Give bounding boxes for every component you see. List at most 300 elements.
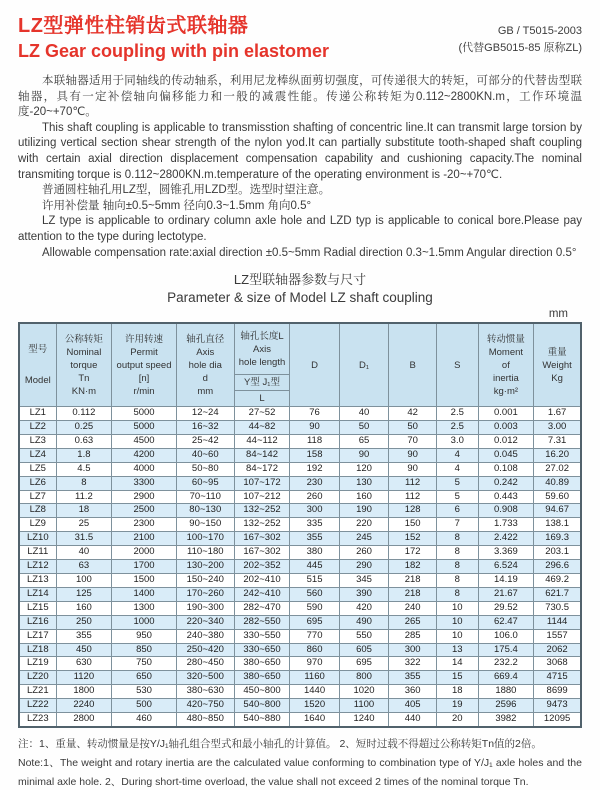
table-cell: 125 <box>56 587 112 601</box>
table-cell: 770 <box>290 629 339 643</box>
col-header-B: B <box>389 323 437 407</box>
table-cell: 450~800 <box>234 685 290 699</box>
table-cell: 27~52 <box>234 407 290 421</box>
table-cell: 203.1 <box>534 546 581 560</box>
table-row <box>19 629 581 643</box>
table-cell: 2300 <box>112 518 177 532</box>
table-cell: 4000 <box>112 462 177 476</box>
table-cell: 21.67 <box>478 587 534 601</box>
table-cell: 76 <box>290 407 339 421</box>
table-cell: 282~550 <box>234 615 290 629</box>
col-header-D1: D₁ <box>339 323 388 407</box>
col-header-permit-speed <box>112 323 177 407</box>
table-cell: 550 <box>339 629 388 643</box>
table-cell: 232.2 <box>478 657 534 671</box>
intro-paragraph-cn: 本联轴器适用于同轴线的传动轴系，利用尼龙棒纵面剪切强度，可传递很大的转矩，可部分的代替齿型联轴器，具有一定补偿轴向偏移能力和一般的减震性能。传递公称转矩为0.112~2800KN.m，工作环境温度-20~+70℃。 <box>18 75 582 119</box>
table-row <box>19 476 581 490</box>
table-row <box>19 532 581 546</box>
type-note-cn: 普通圆柱轴孔用LZ型，圆锥孔用LZD型。选型时望注意。 <box>42 184 331 197</box>
table-cell: 190~300 <box>176 601 234 615</box>
table-cell: 50 <box>389 421 437 435</box>
table-cell: 1640 <box>290 713 339 727</box>
table-cell: 0.045 <box>478 448 534 462</box>
table-cell: 1800 <box>56 685 112 699</box>
table-cell: 540~800 <box>234 699 290 713</box>
table-cell: 169.3 <box>534 532 581 546</box>
table-cell: 218 <box>389 587 437 601</box>
table-cell: 4 <box>437 448 479 462</box>
table-cell: 150 <box>389 518 437 532</box>
table-cell: 7.31 <box>534 434 581 448</box>
table-cell: 1557 <box>534 629 581 643</box>
table-cell: 1144 <box>534 615 581 629</box>
table-cell: LZ16 <box>19 615 56 629</box>
table-cell: LZ15 <box>19 601 56 615</box>
table-cell: LZ2 <box>19 421 56 435</box>
table-cell: 2.422 <box>478 532 534 546</box>
table-cell: LZ3 <box>19 434 56 448</box>
table-cell: 605 <box>339 643 388 657</box>
table-cell: 1020 <box>339 685 388 699</box>
table-cell: 560 <box>290 587 339 601</box>
table-cell: 1100 <box>339 699 388 713</box>
table-cell: 202~352 <box>234 560 290 574</box>
table-row <box>19 504 581 518</box>
table-header-row <box>19 323 581 407</box>
table-cell: 170~260 <box>176 587 234 601</box>
table-cell: 0.001 <box>478 407 534 421</box>
table-cell: 860 <box>290 643 339 657</box>
header-symbol: [n] <box>138 372 150 384</box>
table-cell: 250~420 <box>176 643 234 657</box>
table-cell: 84~172 <box>234 462 290 476</box>
table-cell: 40 <box>56 546 112 560</box>
table-cell: LZ21 <box>19 685 56 699</box>
table-cell: 182 <box>389 560 437 574</box>
header-label: Model <box>24 375 51 387</box>
table-cell: 8 <box>437 532 479 546</box>
table-cell: 112 <box>389 490 437 504</box>
table-cell: 167~302 <box>234 532 290 546</box>
table-cell: LZ22 <box>19 699 56 713</box>
table-cell: 62.47 <box>478 615 534 629</box>
table-row <box>19 574 581 588</box>
table-cell: 6.524 <box>478 560 534 574</box>
table-cell: 138.1 <box>534 518 581 532</box>
table-cell: LZ6 <box>19 476 56 490</box>
table-cell: 1000 <box>112 615 177 629</box>
table-cell: 240 <box>389 601 437 615</box>
table-cell: LZ10 <box>19 532 56 546</box>
table-cell: 110~180 <box>176 546 234 560</box>
table-row <box>19 560 581 574</box>
table-cell: 2000 <box>112 546 177 560</box>
table-cell: 29.52 <box>478 601 534 615</box>
table-cell: 265 <box>389 615 437 629</box>
table-cell: LZ17 <box>19 629 56 643</box>
note-cn: 注：1、重量、转动惯量是按Y/J₁轴孔组合型式和最小轴孔的计算值。 2、短时过载不得超过公称转矩Tn值的2倍。 <box>18 737 542 750</box>
header-label: output speed <box>116 359 172 371</box>
table-cell: 380~650 <box>234 657 290 671</box>
table-cell: 630 <box>56 657 112 671</box>
header-label: Permit <box>130 346 158 358</box>
table-cell: 20 <box>437 713 479 727</box>
table-cell: 118 <box>290 434 339 448</box>
table-cell: 345 <box>339 574 388 588</box>
table-cell: 90 <box>389 448 437 462</box>
table-cell: LZ9 <box>19 518 56 532</box>
table-cell: LZ19 <box>19 657 56 671</box>
table-cell: 390 <box>339 587 388 601</box>
table-cell: 12~24 <box>176 407 234 421</box>
title-block <box>18 14 329 63</box>
table-cell: 380~650 <box>234 671 290 685</box>
table-cell: 245 <box>339 532 388 546</box>
table-cell: 5 <box>437 476 479 490</box>
table-cell: 172 <box>389 546 437 560</box>
table-row <box>19 421 581 435</box>
table-cell: 160 <box>339 490 388 504</box>
table-cell: 4500 <box>112 434 177 448</box>
table-cell: 5000 <box>112 407 177 421</box>
header-subrow-L: L <box>235 390 290 406</box>
table-cell: 460 <box>112 713 177 727</box>
table-cell: 1.67 <box>534 407 581 421</box>
table-cell: 380 <box>290 546 339 560</box>
table-cell: 469.2 <box>534 574 581 588</box>
col-header-S: S <box>437 323 479 407</box>
table-cell: 242~410 <box>234 587 290 601</box>
table-cell: 150~240 <box>176 574 234 588</box>
table-cell: LZ8 <box>19 504 56 518</box>
note-en: Note:1、The weight and rotary inertia are the calculated value conforming to combination type of Y/J₁ axle holes and the minimal axle hole. 2、During short-time overload, the value shall not exceed 2 times of the nominal torque Tn. <box>18 756 582 788</box>
table-row <box>19 657 581 671</box>
table-cell: 420~750 <box>176 699 234 713</box>
table-cell: LZ13 <box>19 574 56 588</box>
table-cell: 2500 <box>112 504 177 518</box>
table-cell: 18 <box>56 504 112 518</box>
table-cell: 14.19 <box>478 574 534 588</box>
table-cell: 130~200 <box>176 560 234 574</box>
table-cell: 12095 <box>534 713 581 727</box>
table-cell: 8 <box>437 560 479 574</box>
table-row <box>19 462 581 476</box>
table-row <box>19 518 581 532</box>
table-cell: 130 <box>339 476 388 490</box>
table-cell: 3068 <box>534 657 581 671</box>
table-cell: 60~95 <box>176 476 234 490</box>
table-cell: 8 <box>437 574 479 588</box>
table-cell: 2.5 <box>437 421 479 435</box>
table-head <box>19 323 581 407</box>
table-cell: 192 <box>290 462 339 476</box>
table-cell: 2596 <box>478 699 534 713</box>
table-cell: 280~450 <box>176 657 234 671</box>
table-cell: 695 <box>339 657 388 671</box>
table-cell: 450 <box>56 643 112 657</box>
table-cell: 1160 <box>290 671 339 685</box>
table-cell: 621.7 <box>534 587 581 601</box>
header-label: hole length <box>238 356 286 368</box>
table-cell: 290 <box>339 560 388 574</box>
table-cell: 1400 <box>112 587 177 601</box>
table-cell: 218 <box>389 574 437 588</box>
table-cell: 355 <box>389 671 437 685</box>
table-cell: 800 <box>339 671 388 685</box>
table-cell: 4.5 <box>56 462 112 476</box>
table-cell: 2800 <box>56 713 112 727</box>
table-row <box>19 490 581 504</box>
header-label: 公称转矩 <box>64 333 103 345</box>
table-cell: 1.8 <box>56 448 112 462</box>
header-subrow-hole-types: Y型 J₁型 <box>235 374 290 390</box>
table-cell: 25~42 <box>176 434 234 448</box>
compensation-note-en: Allowable compensation rate:axial direction ±0.5~5mm Radial direction 0.3~1.5mm Angular direction 0.5° <box>42 246 577 259</box>
table-cell: 90 <box>290 421 339 435</box>
table-cell: 59.60 <box>534 490 581 504</box>
table-cell: 1500 <box>112 574 177 588</box>
table-cell: 90 <box>389 462 437 476</box>
table-cell: 1.733 <box>478 518 534 532</box>
table-cell: 1120 <box>56 671 112 685</box>
table-cell: 13 <box>437 643 479 657</box>
table-cell: 6 <box>437 504 479 518</box>
table-cell: LZ23 <box>19 713 56 727</box>
table-cell: 240~380 <box>176 629 234 643</box>
table-cell: 90 <box>339 448 388 462</box>
header-label: inertia <box>492 372 519 384</box>
table-row <box>19 546 581 560</box>
standard-code: GB / T5015-2003 <box>497 25 582 37</box>
header-label: Nominal <box>66 346 102 358</box>
table-cell: 16~32 <box>176 421 234 435</box>
table-row <box>19 434 581 448</box>
header-label: 重量 <box>547 346 567 358</box>
table-cell: 158 <box>290 448 339 462</box>
table-cell: 120 <box>339 462 388 476</box>
table-cell: 650 <box>112 671 177 685</box>
table-cell: 190 <box>339 504 388 518</box>
table-cell: 335 <box>290 518 339 532</box>
table-cell: 0.908 <box>478 504 534 518</box>
table-cell: 4715 <box>534 671 581 685</box>
header-unit: KN·m <box>71 385 97 397</box>
table-cell: 10 <box>437 629 479 643</box>
table-cell: LZ5 <box>19 462 56 476</box>
header-label: 轴孔直径 <box>186 333 225 345</box>
intro-section <box>18 74 582 261</box>
table-cell: 3.0 <box>437 434 479 448</box>
col-header-weight <box>534 323 581 407</box>
table-cell: 260 <box>339 546 388 560</box>
table-cell: 3.00 <box>534 421 581 435</box>
table-cell: 320~500 <box>176 671 234 685</box>
page-title-en: LZ Gear coupling with pin elastomer <box>18 41 330 61</box>
table-cell: 730.5 <box>534 601 581 615</box>
header-label: 型号 <box>28 344 48 356</box>
table-cell: 515 <box>290 574 339 588</box>
table-row <box>19 685 581 699</box>
table-cell: 132~252 <box>234 518 290 532</box>
table-cell: 540~880 <box>234 713 290 727</box>
table-cell: 4200 <box>112 448 177 462</box>
table-cell: 40~60 <box>176 448 234 462</box>
col-header-D: D <box>290 323 339 407</box>
table-cell: 50~80 <box>176 462 234 476</box>
table-row <box>19 671 581 685</box>
header-label: Axis <box>253 343 271 355</box>
table-cell: 0.242 <box>478 476 534 490</box>
table-cell: LZ1 <box>19 407 56 421</box>
table-cell: 31.5 <box>56 532 112 546</box>
table-row <box>19 587 581 601</box>
table-cell: 2062 <box>534 643 581 657</box>
col-header-model <box>19 323 56 407</box>
table-cell: 70 <box>389 434 437 448</box>
table-cell: 40.89 <box>534 476 581 490</box>
table-cell: 300 <box>290 504 339 518</box>
table-cell: 296.6 <box>534 560 581 574</box>
table-cell: LZ14 <box>19 587 56 601</box>
table-cell: LZ18 <box>19 643 56 657</box>
table-cell: 106.0 <box>478 629 534 643</box>
table-row <box>19 448 581 462</box>
table-cell: 152 <box>389 532 437 546</box>
table-cell: 230 <box>290 476 339 490</box>
table-cell: LZ7 <box>19 490 56 504</box>
table-cell: 2240 <box>56 699 112 713</box>
table-cell: 10 <box>437 601 479 615</box>
table-cell: 132~252 <box>234 504 290 518</box>
page-header <box>18 14 582 63</box>
table-cell: 3.369 <box>478 546 534 560</box>
header-symbol: d <box>202 372 208 384</box>
table-cell: 160 <box>56 601 112 615</box>
header-label: torque <box>70 359 98 371</box>
table-row <box>19 407 581 421</box>
table-title-cn: LZ型联轴器参数与尺寸 <box>233 272 367 288</box>
table-cell: 0.112 <box>56 407 112 421</box>
table-cell: 480~850 <box>176 713 234 727</box>
table-cell: 5 <box>437 490 479 504</box>
table-cell: 2900 <box>112 490 177 504</box>
table-cell: 1300 <box>112 601 177 615</box>
table-cell: 107~212 <box>234 490 290 504</box>
table-cell: 84~142 <box>234 448 290 462</box>
header-label: Moment <box>488 346 524 358</box>
table-cell: 1520 <box>290 699 339 713</box>
table-cell: 2100 <box>112 532 177 546</box>
table-unit-label: mm <box>548 308 568 321</box>
header-label: 轴孔长度L <box>240 330 284 342</box>
table-cell: 1240 <box>339 713 388 727</box>
table-cell: 107~172 <box>234 476 290 490</box>
header-label: 许用转速 <box>125 333 164 345</box>
table-body <box>19 407 581 727</box>
table-cell: 4 <box>437 462 479 476</box>
table-cell: 65 <box>339 434 388 448</box>
table-cell: 9473 <box>534 699 581 713</box>
table-cell: 750 <box>112 657 177 671</box>
standard-block <box>459 23 582 57</box>
table-cell: 1880 <box>478 685 534 699</box>
table-cell: 8699 <box>534 685 581 699</box>
table-cell: 3982 <box>478 713 534 727</box>
table-cell: 445 <box>290 560 339 574</box>
table-cell: 285 <box>389 629 437 643</box>
table-cell: 42 <box>389 407 437 421</box>
table-cell: 590 <box>290 601 339 615</box>
table-cell: 282~470 <box>234 601 290 615</box>
table-row <box>19 615 581 629</box>
table-cell: 128 <box>389 504 437 518</box>
table-cell: 355 <box>56 629 112 643</box>
table-cell: 260 <box>290 490 339 504</box>
notes-section <box>18 735 582 790</box>
table-cell: 100~170 <box>176 532 234 546</box>
col-header-moment-of-inertia <box>478 323 534 407</box>
table-cell: 250 <box>56 615 112 629</box>
table-cell: 220 <box>339 518 388 532</box>
table-cell: 355 <box>290 532 339 546</box>
header-unit: mm <box>197 385 214 397</box>
table-cell: LZ20 <box>19 671 56 685</box>
table-cell: 19 <box>437 699 479 713</box>
header-label: 转动惯量 <box>486 333 525 345</box>
parameter-table <box>18 322 582 728</box>
table-cell: 70~110 <box>176 490 234 504</box>
table-cell: 0.108 <box>478 462 534 476</box>
table-cell: 11.2 <box>56 490 112 504</box>
table-cell: 220~340 <box>176 615 234 629</box>
table-cell: 112 <box>389 476 437 490</box>
table-cell: 8 <box>437 587 479 601</box>
table-cell: 330~650 <box>234 643 290 657</box>
table-cell: 300 <box>389 643 437 657</box>
table-cell: 1440 <box>290 685 339 699</box>
header-label: Weight <box>542 359 572 371</box>
table-cell: 0.012 <box>478 434 534 448</box>
table-cell: 380~630 <box>176 685 234 699</box>
table-cell: 950 <box>112 629 177 643</box>
table-row <box>19 699 581 713</box>
table-cell: 970 <box>290 657 339 671</box>
table-cell: 8 <box>56 476 112 490</box>
table-cell: 27.02 <box>534 462 581 476</box>
header-symbol: Tn <box>78 372 90 384</box>
table-cell: 360 <box>389 685 437 699</box>
table-cell: 3300 <box>112 476 177 490</box>
table-cell: 330~550 <box>234 629 290 643</box>
table-title-en: Parameter & size of Model LZ shaft coupling <box>167 290 433 306</box>
standard-note: (代替GB5015-85 原称ZL) <box>458 42 582 54</box>
table-cell: 2.5 <box>437 407 479 421</box>
intro-paragraph-en: This shaft coupling is applicable to transmisstion shafting of concentric line.It can transmit large torsion by utilizing vertical section shear strength of the nylon yod.It can partially substitute tooth-shaped shaft coupling with certain axial direction displacement compensation capability and cushioning capacity.The nominal transmiting torque is 0.112~2800KN.m.temperature of the operating environment is -20~+70℃. <box>18 121 582 181</box>
table-cell: 10 <box>437 615 479 629</box>
table-cell: 0.443 <box>478 490 534 504</box>
compensation-note-cn: 许用补偿量 轴向±0.5~5mm 径向0.3~1.5mm 角向0.5° <box>42 199 312 212</box>
table-cell: 18 <box>437 685 479 699</box>
table-cell: 8 <box>437 546 479 560</box>
table-cell: 420 <box>339 601 388 615</box>
header-label: hole dia <box>188 359 222 371</box>
table-cell: LZ4 <box>19 448 56 462</box>
table-cell: 14 <box>437 657 479 671</box>
header-unit: r/min <box>133 385 155 397</box>
table-cell: 530 <box>112 685 177 699</box>
table-row <box>19 643 581 657</box>
table-cell: 167~302 <box>234 546 290 560</box>
